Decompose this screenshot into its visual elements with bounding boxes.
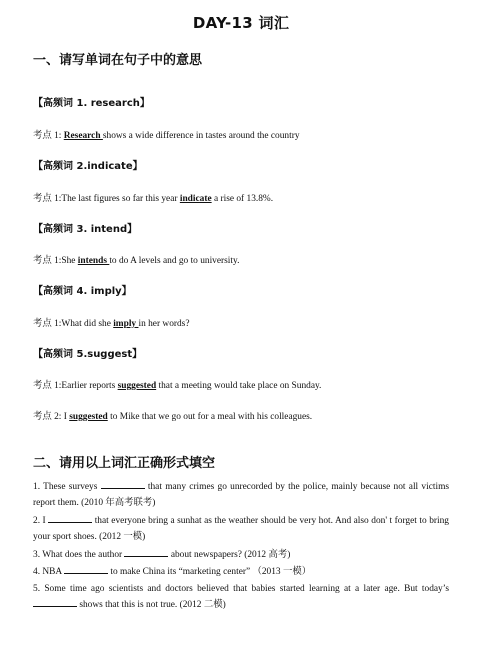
item-4-before: What did she [61, 319, 114, 329]
item-3-sentence [33, 252, 239, 266]
item-5-before: Earlier reports [61, 381, 118, 391]
question-5-end: shows that this is not true. (2012 二模) [77, 600, 226, 610]
question-5-start: 5. Some time ago scientists and doctors believed that babies started learning at a later age. But today’s [33, 584, 449, 594]
question-3-start: 3. What does the author [33, 550, 125, 560]
item-3-label: 考点 1: [33, 256, 62, 266]
question-1-end: that many crimes go unrecorded by the police, mainly because not all victims report them. (2010 年高考联考) [33, 482, 450, 508]
question-2-end: that everyone bring a sunhat as the weather should be very hot. And also don' t forget to bring your sport shoes. (2012 一模) [33, 516, 449, 542]
document-title: DAY-13 词汇 [192, 14, 290, 32]
question-3 [33, 547, 449, 563]
item-4-label: 考点 1: [33, 319, 62, 329]
question-4-start: 4. NBA [33, 567, 64, 577]
question-4-end: to make China its “marketing center” （2013 一模） [108, 567, 312, 577]
item-2-before: The last figures so far this year [61, 194, 180, 204]
item-3-heading: 【高频词 3. intend】 [33, 224, 138, 235]
item-2-keyword: indicate [179, 194, 212, 204]
item-5-after: that a meeting would take place on Sunday. [156, 381, 322, 391]
item-4-after: in her words? [138, 319, 190, 329]
item-5b-keyword: suggested [69, 412, 108, 422]
question-5-blank[interactable] [33, 597, 77, 607]
item-4-keyword: imply [113, 319, 139, 329]
question-1 [33, 479, 449, 511]
question-2-start: 2. I [33, 516, 49, 526]
item-4-sentence [33, 315, 190, 329]
item-2-heading: 【高频词 2.indicate】 [33, 161, 143, 172]
item-3-after: to do A levels and go to university. [109, 256, 240, 266]
question-1-blank[interactable] [101, 479, 145, 489]
item-2-after: a rise of 13.8%. [211, 194, 274, 204]
item-5-label: 考点 1: [33, 381, 62, 391]
item-1-heading: 【高频词 1. research】 [33, 98, 150, 109]
section-1-heading: 一、请写单词在句子中的意思 [33, 53, 203, 68]
item-1-sentence [33, 127, 300, 141]
item-3-before: She [61, 256, 78, 266]
item-2-label: 考点 1: [33, 194, 62, 204]
section-2-heading: 二、请用以上词汇正确形式填空 [33, 456, 216, 471]
item-5-sentence [33, 377, 321, 391]
item-5b-label: 考点 2: [33, 412, 64, 422]
item-1-after: shows a wide difference in tastes around the country [102, 131, 300, 141]
question-3-end: about newspapers? (2012 高考) [168, 550, 291, 560]
question-4-blank[interactable] [64, 564, 108, 574]
item-5-keyword: suggested [117, 381, 157, 391]
question-1-start: 1. These surveys [33, 482, 101, 492]
item-5b-before: I [63, 412, 70, 422]
item-4-heading: 【高频词 4. imply】 [33, 286, 132, 297]
question-2-blank[interactable] [48, 513, 92, 523]
item-5-sentence-2 [33, 408, 312, 422]
question-2 [33, 513, 449, 545]
question-5 [33, 581, 449, 613]
item-3-keyword: intends [77, 256, 110, 266]
question-3-blank[interactable] [124, 547, 168, 557]
item-1-label: 考点 1: [33, 131, 64, 141]
item-5b-after: to Mike that we go out for a meal with his colleagues. [107, 412, 313, 422]
question-4 [33, 564, 449, 580]
item-2-sentence [33, 190, 273, 204]
item-1-keyword: Research [63, 131, 103, 141]
item-5-heading: 【高频词 5.suggest】 [33, 349, 143, 360]
